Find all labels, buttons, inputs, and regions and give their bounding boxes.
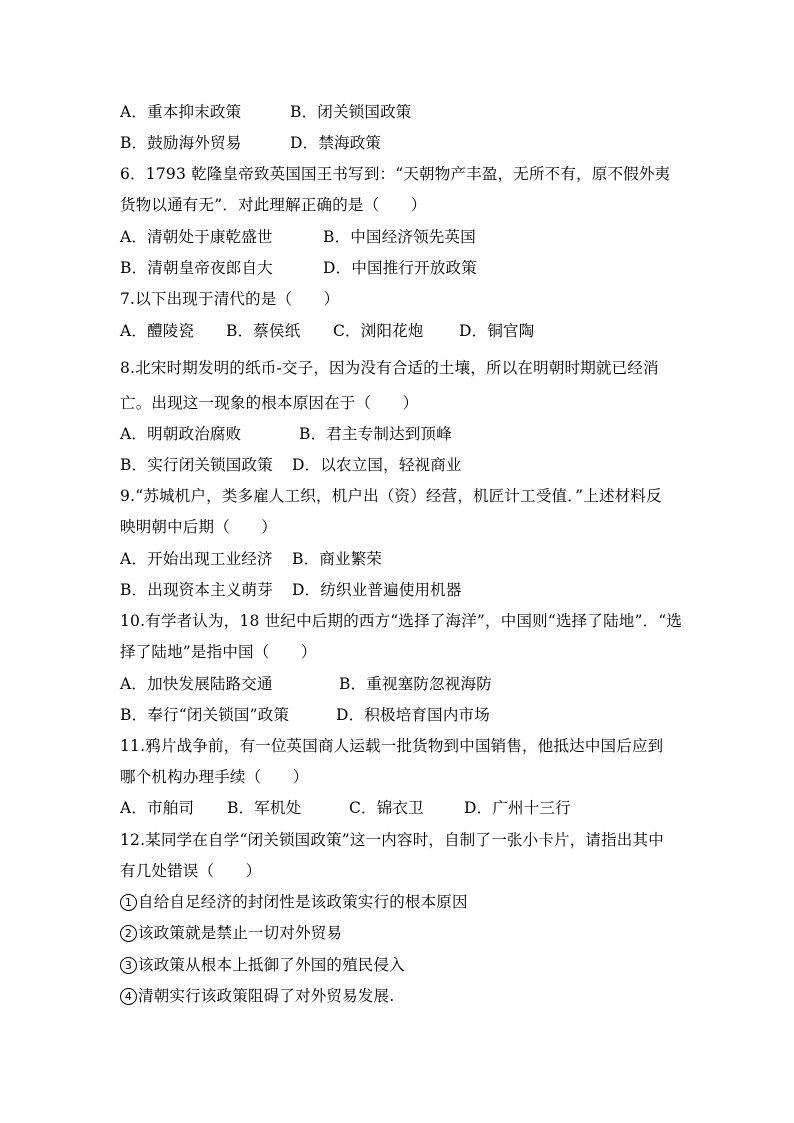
circled-number: 3 — [120, 957, 137, 974]
circled-number: 1 — [120, 894, 137, 911]
question-11-options — [120, 798, 680, 818]
question-8-options-row-2 — [120, 455, 680, 475]
question-7-stem: 7.以下出现于清代的是（ ） — [120, 290, 340, 308]
option-d: D．纺织业普遍使用机器 — [292, 581, 462, 599]
question-9-stem-line-1: 9.“苏城机户，类多雇人工织，机户出（资）经营，机匠计工受值．”上述材料反 — [120, 487, 662, 505]
option-b: B．闭关锁国政策 — [290, 103, 412, 121]
option-c: B．实行闭关锁国政策 — [120, 456, 273, 474]
question-6-stem-line-2: 货物以通有无”．对此理解正确的是（ ） — [120, 196, 427, 214]
option-a: A．加快发展陆路交通 — [120, 675, 273, 693]
question-10-options-row-2 — [120, 705, 680, 725]
question-11-stem-line-1: 11.鸦片战争前，有一位英国商人运载一批货物到中国销售，他抵达中国后应到 — [120, 737, 664, 755]
question-10-stem-line-1: 10.有学者认为，18 世纪中后期的西方“选择了海洋”，中国则“选择了陆地”．“选 — [120, 612, 683, 630]
option-c: B．出现资本主义萌芽 — [120, 581, 273, 599]
option-a: A．市舶司 — [120, 799, 195, 817]
option-c: B．清朝皇帝夜郎自大 — [120, 259, 273, 277]
option-a: A．开始出现工业经济 — [120, 550, 273, 568]
question-12-stem-line-2: 有几处错误（ ） — [120, 862, 262, 880]
option-a: A．重本抑末政策 — [120, 103, 242, 121]
question-12-stem-line-1: 12.某同学在自学“闭关锁国政策”这一内容时，自制了一张小卡片，请指出其中 — [120, 831, 664, 849]
option-b: B．军机处 — [227, 799, 302, 817]
option-c: B．鼓励海外贸易 — [120, 134, 242, 152]
question-9-options-row-1 — [120, 549, 680, 569]
option-c: C．锦衣卫 — [349, 799, 424, 817]
statement-text: 清朝实行该政策阻碍了对外贸易发展. — [138, 987, 395, 1005]
statement-text: 自给自足经济的封闭性是该政策实行的根本原因 — [138, 893, 468, 911]
option-b: B．君主专制达到顶峰 — [299, 425, 452, 443]
question-12-statement-4 — [120, 986, 680, 1006]
statement-text: 该政策就是禁止一切对外贸易 — [138, 924, 343, 942]
circled-number: 4 — [120, 988, 137, 1005]
question-11-stem-line-2: 哪个机构办理手续（ ） — [120, 768, 309, 786]
question-7-options — [120, 321, 680, 341]
question-6-stem-line-1: 6．1793 乾隆皇帝致英国国王书写到：“天朝物产丰盈，无所不有，原不假外夷 — [120, 165, 671, 183]
option-d: D．中国推行开放政策 — [323, 259, 477, 277]
question-10-options-row-1 — [120, 674, 680, 694]
question-8-options-row-1 — [120, 424, 680, 444]
question-9-stem-line-2: 映明朝中后期（ ） — [120, 518, 278, 536]
circled-number: 2 — [120, 925, 137, 942]
question-8-stem-line-1: 8.北宋时期发明的纸币-交子，因为没有合适的土壤，所以在明朝时期就已经消 — [120, 359, 659, 377]
option-a: A．明朝政治腐败 — [120, 425, 242, 443]
question-8-stem-line-2: 亡。出现这一现象的根本原因在于（ ） — [120, 394, 419, 412]
option-d: D．铜官陶 — [459, 322, 535, 340]
option-d: D．积极培育国内市场 — [336, 706, 490, 724]
option-a: A．醴陵瓷 — [120, 322, 195, 340]
option-d: D．广州十三行 — [464, 799, 571, 817]
question-5-options-row-2 — [120, 133, 680, 153]
option-b: B．重视塞防忽视海防 — [339, 675, 492, 693]
question-12-statement-3 — [120, 955, 680, 975]
question-6-options-row-1 — [120, 227, 680, 247]
option-b: B．蔡侯纸 — [226, 322, 301, 340]
option-c: B．奉行“闭关锁国”政策 — [120, 706, 290, 724]
option-d: D．禁海政策 — [290, 134, 382, 152]
option-c: C．浏阳花炮 — [333, 322, 424, 340]
question-12-statement-1 — [120, 892, 680, 912]
question-10-stem-line-2: 择了陆地”是指中国（ ） — [120, 643, 317, 661]
question-9-options-row-2 — [120, 580, 680, 600]
option-d: D．以农立国，轻视商业 — [292, 456, 462, 474]
statement-text: 该政策从根本上抵御了外国的殖民侵入 — [138, 956, 405, 974]
question-6-options-row-2 — [120, 258, 680, 278]
question-12-statement-2 — [120, 923, 680, 943]
question-5-options-row-1 — [120, 102, 680, 122]
option-b: B．中国经济领先英国 — [323, 228, 476, 246]
option-b: B．商业繁荣 — [292, 550, 383, 568]
option-a: A．清朝处于康乾盛世 — [120, 228, 273, 246]
